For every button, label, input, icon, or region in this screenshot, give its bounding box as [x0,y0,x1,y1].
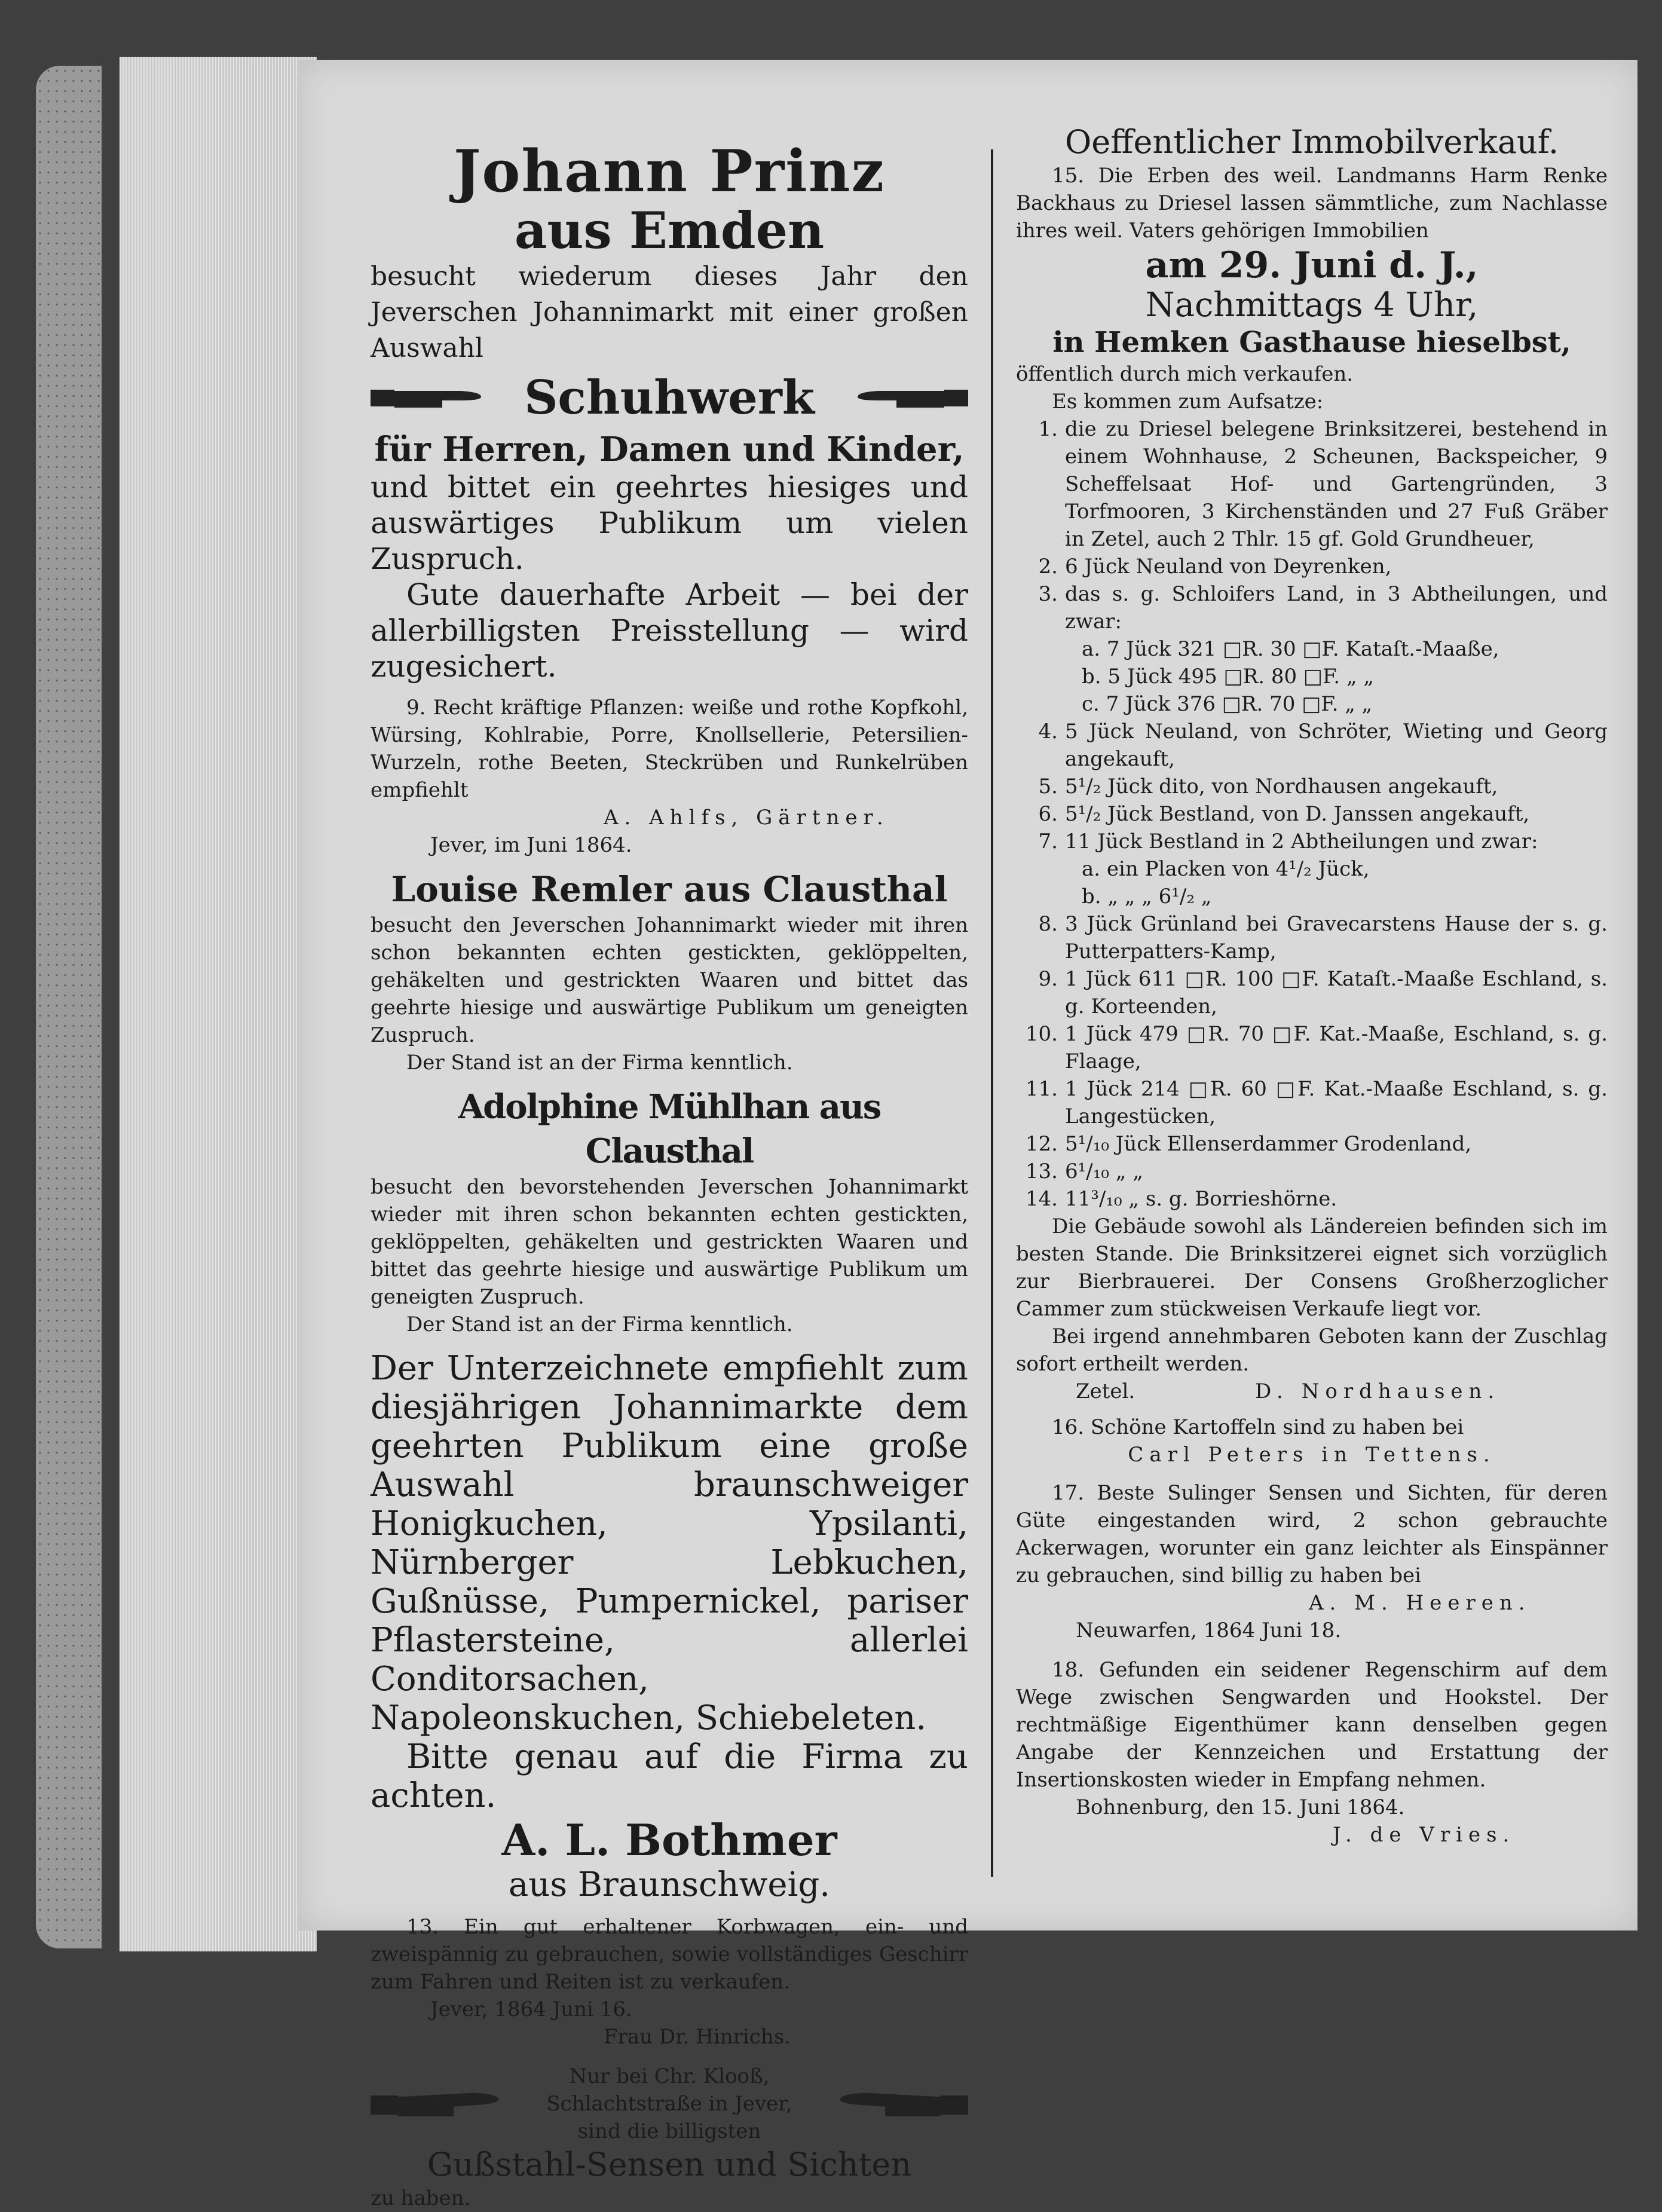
sale-intro: 15. Die Erben des weil. Landmanns Harm Renke Backhaus zu Driesel lassen sämmtliche, zum Nachlasse ihres weil. Vaters gehörigen Immobilien [1016,164,1608,243]
sub-item: a. 7 Jück 321 □R. 30 □F. Kataſt.-Maaße, [1082,637,1499,661]
sale-date: am 29. Juni d. J., [1145,244,1479,286]
bothmer-plea: Bitte genau auf die Firma zu achten. [371,1737,968,1815]
sale-time: Nachmittags 4 Uhr, [1145,286,1479,325]
pointing-hand-right-icon [371,2083,502,2125]
item-number: 2. [1038,555,1058,579]
item-number: 11. [1025,1077,1058,1101]
item-number: 14. [1025,1187,1058,1211]
list-item [1016,800,1608,828]
item-text: 1 Jück 479 □R. 70 □F. Kat.-Maaße, Eschland, s. g. Flaage, [1065,1022,1608,1073]
pointing-hand-left-icon [837,2083,968,2125]
item-number: 6. [1038,802,1058,826]
item-text: 11³/₁₀ „ s. g. Borrieshörne. [1065,1187,1337,1211]
list-item [1016,1158,1608,1185]
item-text: 1 Jück 611 □R. 100 □F. Kataſt.-Maaße Eschland, s. g. Korteenden, [1065,967,1608,1018]
muehlhan-title: Adolphine Mühlhan aus Clausthal [458,1087,881,1171]
list-item [1016,580,1608,635]
sale-method: öffentlich durch mich verkaufen. [1016,362,1354,386]
ad-9-signature: A. Ahlfs, Gärtner. [604,806,889,830]
ad-17-date: Neuwarfen, 1864 Juni 18. [1076,1619,1342,1642]
advertiser-name: Johann Prinz [453,137,885,205]
remler-body: besucht den Jeverschen Johannimarkt wieder mit ihren schon bekannten echten gestickten, geklöppelten, gehäkelten und gestrickten Waaren und bittet das geehrte hiesige und auswärtige Publikum um geneigten Zuspruch. [371,913,968,1047]
sale-signature-place: Zetel. [1076,1379,1135,1403]
klooss-line: Schlachtstraße in Jever, [546,2092,792,2116]
list-item [1016,415,1608,553]
ad-13-date: Jever, 1864 Juni 16. [430,1997,632,2021]
list-item [1016,1020,1608,1075]
column-divider [991,149,993,1877]
item-number: 12. [1025,1132,1058,1156]
sale-signature-name: D. Nordhausen. [1255,1379,1501,1403]
sub-item: b. „ „ „ 6¹/₂ „ [1082,885,1212,908]
ad-body: Gute dauerhafte Arbeit — bei der allerbilligsten Preisstellung — wird zugesichert. [371,577,968,684]
property-list [1016,415,1608,1213]
item-number: 5. [1038,775,1058,798]
sub-item: c. 7 Jück 376 □R. 70 □F. „ „ [1082,692,1373,716]
item-text: das s. g. Schloifers Land, in 3 Abtheilungen, und zwar: [1065,582,1608,634]
item-text: 5¹/₂ Jück Bestland, von D. Janssen angekauft, [1065,802,1530,826]
ad-headline: Schuhwerk [524,371,815,425]
klooss-tail: zu haben. [371,2186,471,2210]
ad-9-date: Jever, im Juni 1864. [430,833,632,857]
ad-17-text: 17. Beste Sulinger Sensen und Sichten, für deren Güte eingestanden wird, 2 schon gebrauchte Ackerwagen, worunter ein ganz leichter als Einspänner zu gebrauchen, sind billig zu haben bei [1016,1481,1608,1587]
bothmer-body: Der Unterzeichnete empfiehlt zum diesjährigen Johannimarkte dem geehrten Publikum eine große Auswahl braunschweiger Honigkuchen, Ypsilanti, Nürnberger Lebkuchen, Gußnüsse, Pumpernickel, pariser Pflastersteine, allerlei Conditorsachen, Napoleonskuchen, Schiebeleten. [371,1349,968,1737]
ad-18-signature: J. de Vries. [1333,1823,1516,1847]
remler-title: Louise Remler aus Clausthal [391,869,948,910]
klooss-line: Nur bei Chr. Klooß, [569,2064,770,2088]
right-column [1016,123,1608,1849]
sale-place: in Hemken Gasthause hieselbst, [1052,326,1571,359]
ad-13-text: 13. Ein gut erhaltener Korbwagen, ein- und zweispännig zu gebrauchen, sowie vollständiges Geschirr zum Fahren und Reiten ist zu verkaufen. [371,1915,968,1994]
list-item [1016,553,1608,580]
ad-18-text: 18. Gefunden ein seidener Regenschirm auf dem Wege zwischen Sengwarden und Hookstel. Der rechtmäßige Eigenthümer kann denselben gegen Angabe der Kennzeichen und Erstattung der Insertionskosten wieder in Empfang nehmen. [1016,1658,1608,1792]
klooss-headline: Gußstahl-Sensen und Sichten [427,2146,912,2183]
list-item [1016,965,1608,1020]
sale-closing: Die Gebäude sowohl als Ländereien befinden sich im besten Stande. Die Brinksitzerei eignet sich vorzüglich zur Bierbrauerei. Der Consens Großherzoglicher Cammer zum stückweisen Verkaufe liegt vor. [1016,1214,1608,1321]
item-text: 11 Jück Bestland in 2 Abtheilungen und zwar: [1065,830,1538,853]
klooss-line: sind die billigsten [577,2119,761,2143]
ad-body: besucht wiederum dieses Jahr den Jeverschen Johannimarkt mit einer großen Auswahl [371,261,968,363]
ad-17-signature: A. M. Heeren. [1309,1591,1531,1615]
advertiser-origin: aus Emden [514,201,825,260]
item-text: die zu Driesel belegene Brinksitzerei, bestehend in einem Wohnhause, 2 Scheunen, Backspeicher, 9 Scheffelsaat Hof- und Gartengründen, 3 Torfmooren, 3 Kirchenständen und 27 Fuß Gräber in Zetel, auch 2 Thlr. 15 gf. Gold Grundheuer, [1065,417,1608,551]
ad-9-text: 9. Recht kräftige Pflanzen: weiße und rothe Kopfkohl, Würsing, Kohlrabie, Porre, Knollsellerie, Petersilien-Wurzeln, rothe Beeten, Steckrüben und Runkelrüben empfiehlt [371,696,968,802]
ad-body: und bittet ein geehrtes hiesiges und auswärtiges Publikum um vielen Zuspruch. [371,470,968,576]
ad-16-signature: Carl Peters in Tettens. [1128,1443,1496,1467]
sale-signature-row [1016,1378,1608,1405]
headline-row [371,370,968,426]
list-item [1016,910,1608,965]
sale-intro-list: Es kommen zum Aufsatze: [1052,390,1324,414]
ad-13-signature: Frau Dr. Hinrichs. [604,2025,791,2049]
item-text: 5¹/₂ Jück dito, von Nordhausen angekauft, [1065,775,1498,798]
ad-18-date: Bohnenburg, den 15. Juni 1864. [1076,1795,1405,1819]
list-item [1016,718,1608,773]
ad-subhead: für Herren, Damen und Kinder, [374,430,965,469]
list-item [1016,1130,1608,1158]
bothmer-origin: aus Braunschweig. [508,1865,831,1904]
item-number: 8. [1038,912,1058,936]
item-text: 5 Jück Neuland, von Schröter, Wieting und Georg angekauft, [1065,720,1608,771]
left-column [371,137,968,2212]
remler-note: Der Stand ist an der Firma kenntlich. [406,1051,793,1075]
item-text: 3 Jück Grünland bei Gravecarstens Hause der s. g. Putterpatters-Kamp, [1065,912,1608,963]
pointing-hand-right-icon [371,383,484,414]
item-number: 7. [1038,830,1058,853]
list-item [1016,773,1608,800]
item-text: 6 Jück Neuland von Deyrenken, [1065,555,1392,579]
item-number: 1. [1038,417,1058,441]
item-text: 1 Jück 214 □R. 60 □F. Kat.-Maaße Eschland, s. g. Langestücken, [1065,1077,1608,1128]
muehlhan-note: Der Stand ist an der Firma kenntlich. [406,1312,793,1336]
klooss-ad [371,2063,968,2145]
right-title: Oeffentlicher Immobilverkauf. [1064,123,1559,161]
muehlhan-body: besucht den bevorstehenden Jeverschen Johannimarkt wieder mit ihren schon bekannten echten gestickten, geklöppelten, gehäkelten und gestrickten Waaren und bittet das geehrte hiesige und auswärtige Publikum um geneigten Zuspruch. [371,1175,968,1309]
klooss-text [502,2063,837,2145]
pointing-hand-left-icon [855,383,968,414]
list-item [1016,828,1608,855]
item-number: 4. [1038,720,1058,744]
ad-16-text: 16. Schöne Kartoffeln sind zu haben bei [1052,1415,1464,1439]
sale-closing-2: Bei irgend annehmbaren Geboten kann der Zuschlag sofort ertheilt werden. [1016,1324,1608,1376]
item-text: 6¹/₁₀ „ „ [1065,1159,1143,1183]
sub-item: a. ein Placken von 4¹/₂ Jück, [1082,857,1370,881]
sub-item: b. 5 Jück 495 □R. 80 □F. „ „ [1082,665,1374,689]
item-number: 9. [1038,967,1058,991]
item-text: 5¹/₁₀ Jück Ellenserdammer Grodenland, [1065,1132,1472,1156]
list-item [1016,1185,1608,1213]
bothmer-name: A. L. Bothmer [501,1815,837,1865]
item-number: 3. [1038,582,1058,606]
item-number: 10. [1025,1022,1058,1046]
page-stack-edges [120,57,317,1951]
item-number: 13. [1025,1159,1058,1183]
list-item [1016,1075,1608,1130]
